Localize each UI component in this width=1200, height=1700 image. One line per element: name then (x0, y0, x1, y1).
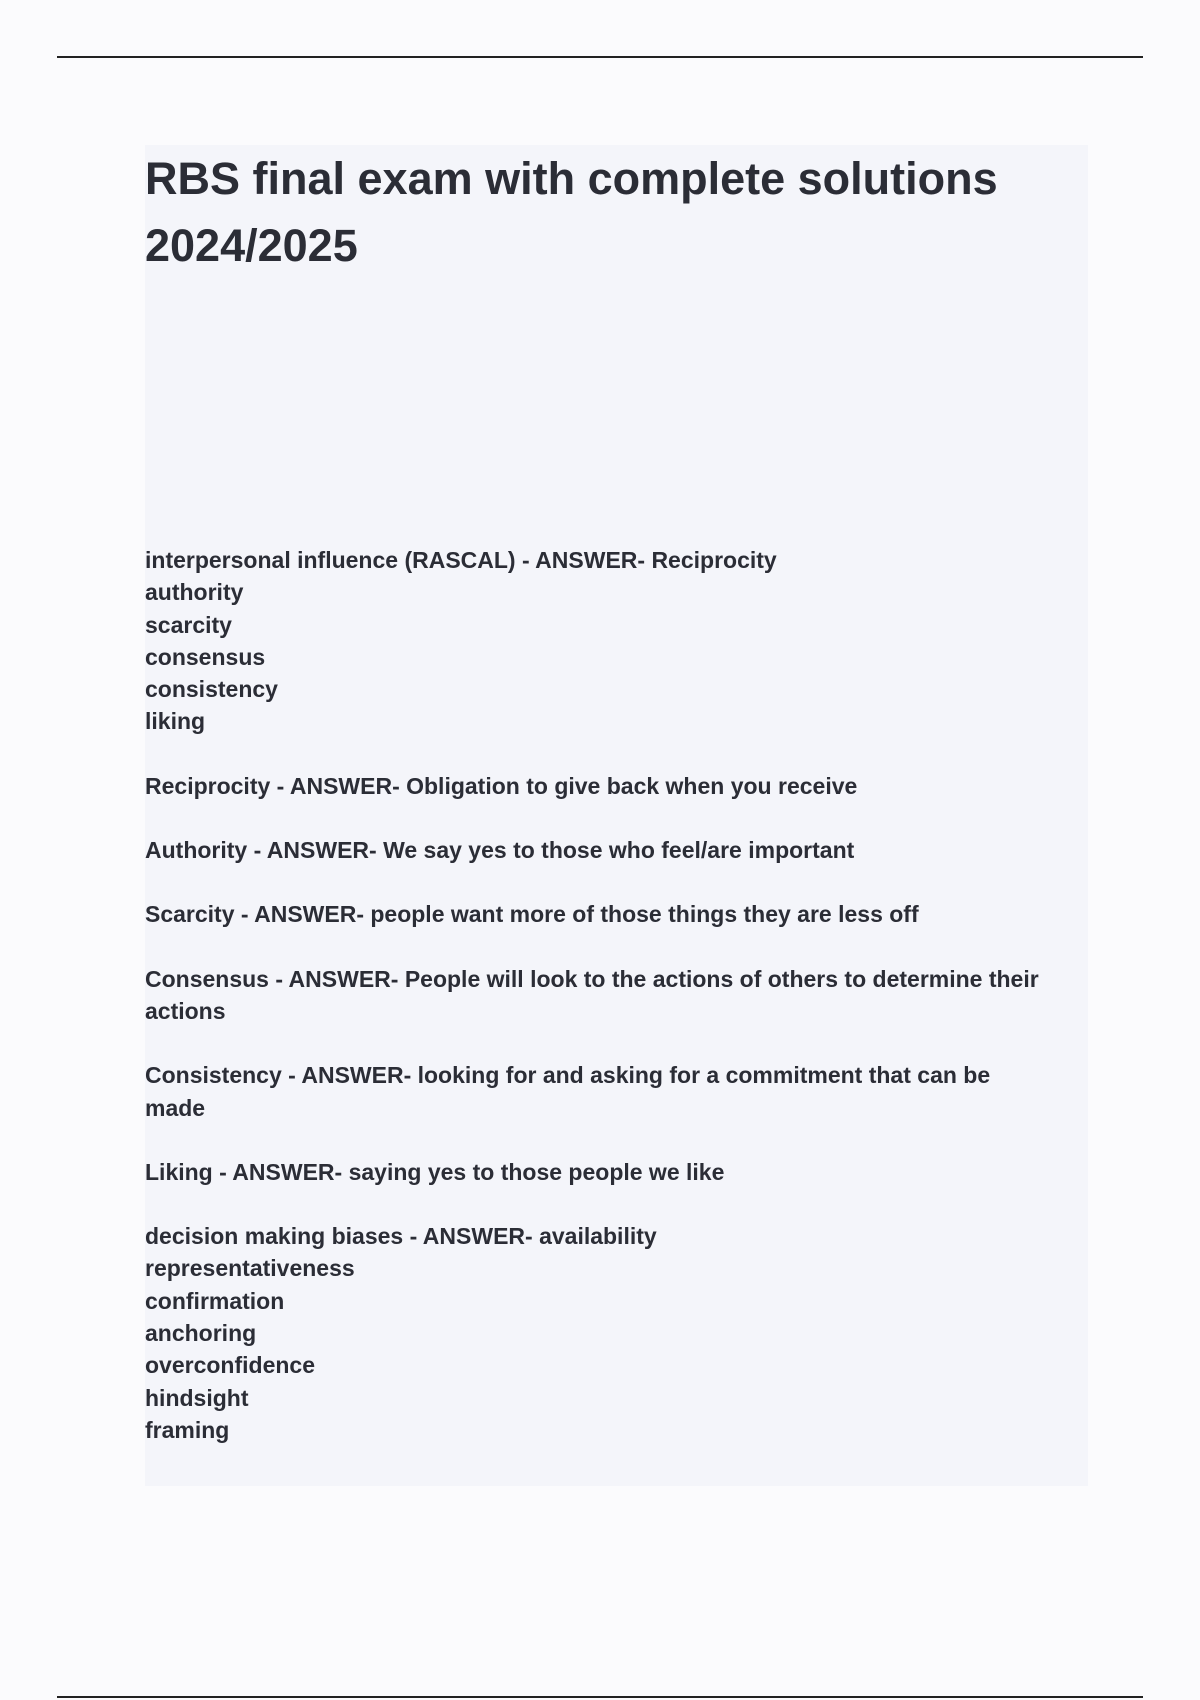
qa-term-line: Scarcity - ANSWER- people want more of those things they are less off (145, 901, 919, 928)
qa-continuation-line: hindsight (145, 1384, 249, 1411)
qa-item (145, 898, 1088, 930)
qa-continuation-line: scarcity (145, 611, 232, 638)
document-body (145, 145, 1088, 1486)
qa-term-line: Authority - ANSWER- We say yes to those who feel/are important (145, 837, 855, 864)
qa-item (145, 544, 1088, 738)
qa-continuation-line: anchoring (145, 1320, 257, 1347)
qa-term-line: Consensus - ANSWER- People will look to the actions of others to determine their (145, 965, 1039, 992)
qa-continuation-line: confirmation (145, 1287, 285, 1314)
qa-term-line: Liking - ANSWER- saying yes to those people we like (145, 1158, 725, 1185)
qa-continuation-line: authority (145, 579, 244, 606)
qa-continuation-line: made (145, 1094, 206, 1121)
qa-continuation-line: consistency (145, 676, 278, 703)
qa-item (145, 770, 1088, 802)
blank-area (145, 279, 1088, 544)
qa-continuation-line: liking (145, 708, 206, 735)
qa-item (145, 963, 1088, 1028)
title-line-2: 2024/2025 (145, 220, 358, 271)
qa-list (145, 544, 1088, 1446)
qa-term-line: Consistency - ANSWER- looking for and asking for a commitment that can be (145, 1062, 991, 1089)
qa-item (145, 834, 1088, 866)
qa-continuation-line: consensus (145, 643, 266, 670)
footer-rule (57, 1696, 1143, 1698)
qa-continuation-line: actions (145, 997, 226, 1024)
qa-term-line: interpersonal influence (RASCAL) - ANSWER- Reciprocity (145, 547, 777, 573)
qa-item (145, 1220, 1088, 1446)
title-line-1: RBS final exam with complete solutions (145, 153, 998, 204)
qa-term-line: decision making biases - ANSWER- availability (145, 1223, 657, 1250)
qa-continuation-line: framing (145, 1416, 230, 1443)
qa-continuation-line: representativeness (145, 1255, 355, 1282)
qa-item (145, 1156, 1088, 1188)
qa-term-line: Reciprocity - ANSWER- Obligation to give back when you receive (145, 772, 858, 799)
page-title (145, 145, 1088, 279)
qa-item (145, 1059, 1088, 1124)
qa-continuation-line: overconfidence (145, 1352, 315, 1379)
header-rule (57, 56, 1143, 58)
